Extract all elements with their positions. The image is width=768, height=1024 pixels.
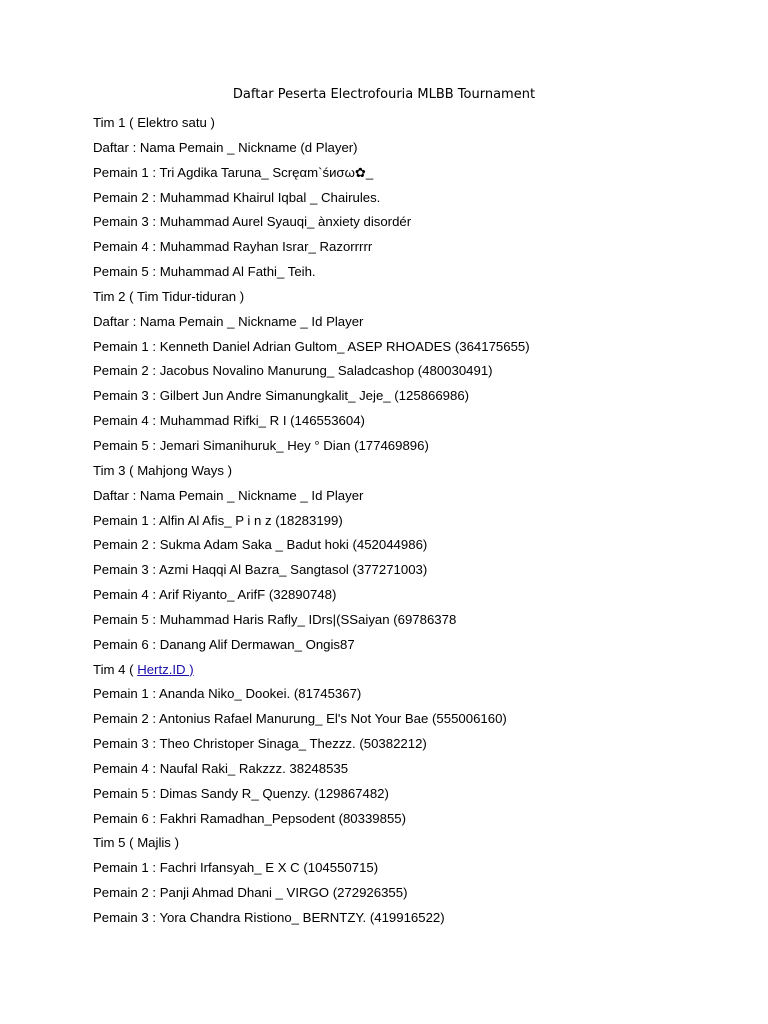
player-entry: Pemain 5 : Muhammad Al Fathi_ Teih. xyxy=(93,264,316,280)
player-entry: Pemain 6 : Danang Alif Dermawan_ Ongis87 xyxy=(93,636,355,652)
player-entry: Pemain 2 : Muhammad Khairul Iqbal _ Chairules. xyxy=(93,189,381,205)
player-entry: Pemain 4 : Muhammad Rayhan Israr_ Razorrrrr xyxy=(93,239,373,255)
team-heading: Tim 2 ( Tim Tidur-tiduran ) xyxy=(93,288,245,304)
player-entry: Pemain 3 : Azmi Haqqi Al Bazra_ Sangtasol (377271003) xyxy=(93,562,428,578)
player-entry: Pemain 4 : Naufal Raki_ Rakzzz. 38248535 xyxy=(93,760,349,776)
player-entry: Pemain 2 : Sukma Adam Saka _ Badut hoki (452044986) xyxy=(93,537,428,553)
player-entry: Pemain 2 : Panji Ahmad Dhani _ VIRGO (272926355) xyxy=(93,885,408,901)
team-heading xyxy=(93,661,753,686)
player-entry: Pemain 5 : Muhammad Haris Rafly_ IDrs|(SSaiyan (69786378 xyxy=(93,611,457,627)
team-heading: Tim 3 ( Mahjong Ways ) xyxy=(93,462,232,478)
team-heading-prefix: Tim 4 ( xyxy=(93,661,138,677)
player-entry: Pemain 2 : Jacobus Novalino Manurung_ Saladcashop (480030491) xyxy=(93,363,493,379)
player-entry: Pemain 1 : Fachri Irfansyah_ E X C (104550715) xyxy=(93,860,379,876)
player-entry: Pemain 1 : Tri Agdika Taruna_ Scręαm`śиσω✿_ xyxy=(93,164,374,180)
player-entry: Pemain 3 : Gilbert Jun Andre Simanungkalit_ Jeje_ (125866986) xyxy=(93,388,470,404)
player-entry: Pemain 2 : Antonius Rafael Manurung_ El's Not Your Bae (555006160) xyxy=(93,711,507,727)
player-entry: Pemain 1 : Kenneth Daniel Adrian Gultom_ ASEP RHOADES (364175655) xyxy=(93,338,530,354)
player-entry: Pemain 6 : Fakhri Ramadhan_Pepsodent (80339855) xyxy=(93,810,407,826)
player-entry: Pemain 3 : Yora Chandra Ristiono_ BERNTZY. (419916522) xyxy=(93,910,445,925)
document-body xyxy=(93,114,753,934)
player-entry: Pemain 5 : Jemari Simanihuruk_ Hey ° Dian (177469896) xyxy=(93,437,429,453)
player-entry: Pemain 3 : Muhammad Aurel Syauqi_ ànxiety disordér xyxy=(93,214,412,230)
team-heading: Tim 1 ( Elektro satu ) xyxy=(93,115,215,130)
player-entry: Pemain 1 : Alfin Al Afis_ P i n z (18283199) xyxy=(93,512,343,528)
player-entry: Pemain 3 : Theo Christoper Sinaga_ Thezzz. (50382212) xyxy=(93,736,427,752)
player-entry: Pemain 5 : Dimas Sandy R_ Quenzy. (129867482) xyxy=(93,785,389,801)
team-heading: Tim 5 ( Majlis ) xyxy=(93,835,179,851)
list-format-line: Daftar : Nama Pemain _ Nickname _ Id Player xyxy=(93,313,364,329)
team-name-link[interactable]: Hertz.ID ) xyxy=(137,661,194,677)
document-title: Daftar Peserta Electrofouria MLBB Tournament xyxy=(232,87,536,102)
list-format-line: Daftar : Nama Pemain _ Nickname (d Player) xyxy=(93,139,358,155)
player-entry: Pemain 1 : Ananda Niko_ Dookei. (81745367) xyxy=(93,686,362,702)
list-format-line: Daftar : Nama Pemain _ Nickname _ Id Player xyxy=(93,487,364,503)
player-entry: Pemain 4 : Arif Riyanto_ ArifF (32890748) xyxy=(93,587,337,603)
player-entry: Pemain 4 : Muhammad Rifki_ R I (146553604) xyxy=(93,413,365,429)
